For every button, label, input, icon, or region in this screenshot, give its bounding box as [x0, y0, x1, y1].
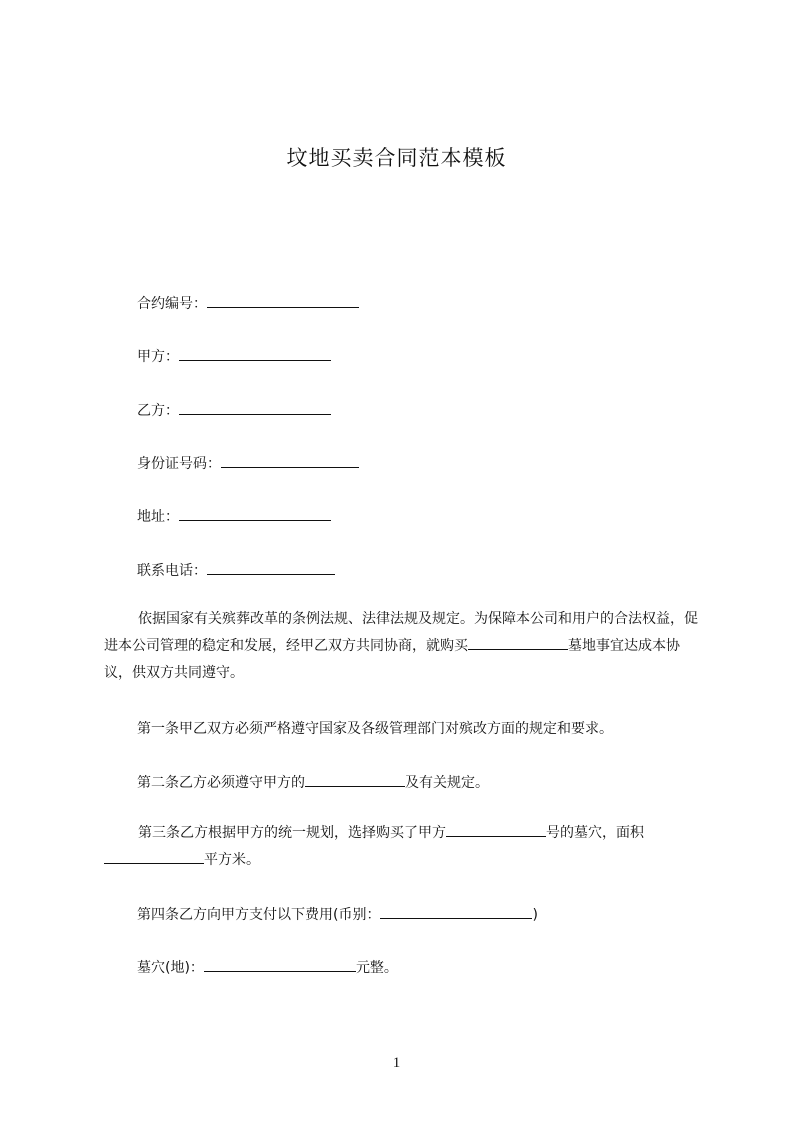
field-label: 联系电话： [137, 563, 207, 579]
phone-field [137, 560, 335, 580]
article-3-text-post: 平方米。 [204, 852, 260, 868]
article-3-text-pre: 第三条乙方根据甲方的统一规划，选择购买了甲方 [138, 825, 446, 841]
article-3-text-mid: 号的墓穴，面积 [546, 825, 644, 841]
field-label: 地址： [137, 509, 179, 525]
blank-line [207, 560, 335, 575]
blank-line [446, 822, 546, 837]
field-label: 合约编号： [137, 296, 207, 312]
address-field [137, 506, 331, 526]
intro-text-1: 依据国家有关殡葬改革的条例法规、法律法规及规定。为保障本公司和用户的合法权益，促进本公司管理的稳定和发展，经甲乙双方共同协商，就购买 [104, 611, 698, 654]
contract-number-field [137, 293, 359, 313]
field-label: 身份证号码： [137, 456, 221, 472]
document-title: 坟地买卖合同范本模板 [286, 146, 507, 170]
blank-line [468, 635, 568, 650]
field-label: 乙方： [137, 403, 179, 419]
article-4-text-post: ) [532, 907, 538, 923]
page-number: 1 [392, 1055, 401, 1071]
blank-line [104, 849, 204, 864]
blank-line [305, 772, 405, 787]
grave-fee-text-post: 元整。 [355, 960, 398, 976]
blank-line [204, 957, 356, 972]
grave-fee-text-pre: 墓穴(地)： [137, 960, 204, 976]
party-a-field [137, 346, 331, 366]
blank-line [221, 453, 359, 468]
blank-line [179, 400, 331, 415]
blank-line [179, 346, 331, 361]
blank-line [380, 904, 532, 919]
id-number-field [137, 453, 359, 473]
article-2 [137, 772, 489, 792]
article-2-text-pre: 第二条乙方必须遵守甲方的 [137, 775, 305, 791]
article-1: 第一条甲乙双方必须严格遵守国家及各级管理部门对殡改方面的规定和要求。 [137, 721, 613, 737]
blank-line [207, 293, 359, 308]
intro-text-2: 墓地事宜达成本协议，供双方共同遵守。 [104, 638, 680, 681]
grave-fee-line [137, 957, 398, 977]
party-b-field [137, 400, 331, 420]
article-4-text-pre: 第四条乙方向甲方支付以下费用(币别： [137, 907, 381, 923]
article-2-text-post: 及有关规定。 [405, 775, 489, 791]
field-label: 甲方： [137, 349, 179, 365]
article-3 [104, 820, 700, 874]
article-4 [137, 904, 538, 924]
intro-paragraph [104, 606, 700, 687]
blank-line [179, 506, 331, 521]
